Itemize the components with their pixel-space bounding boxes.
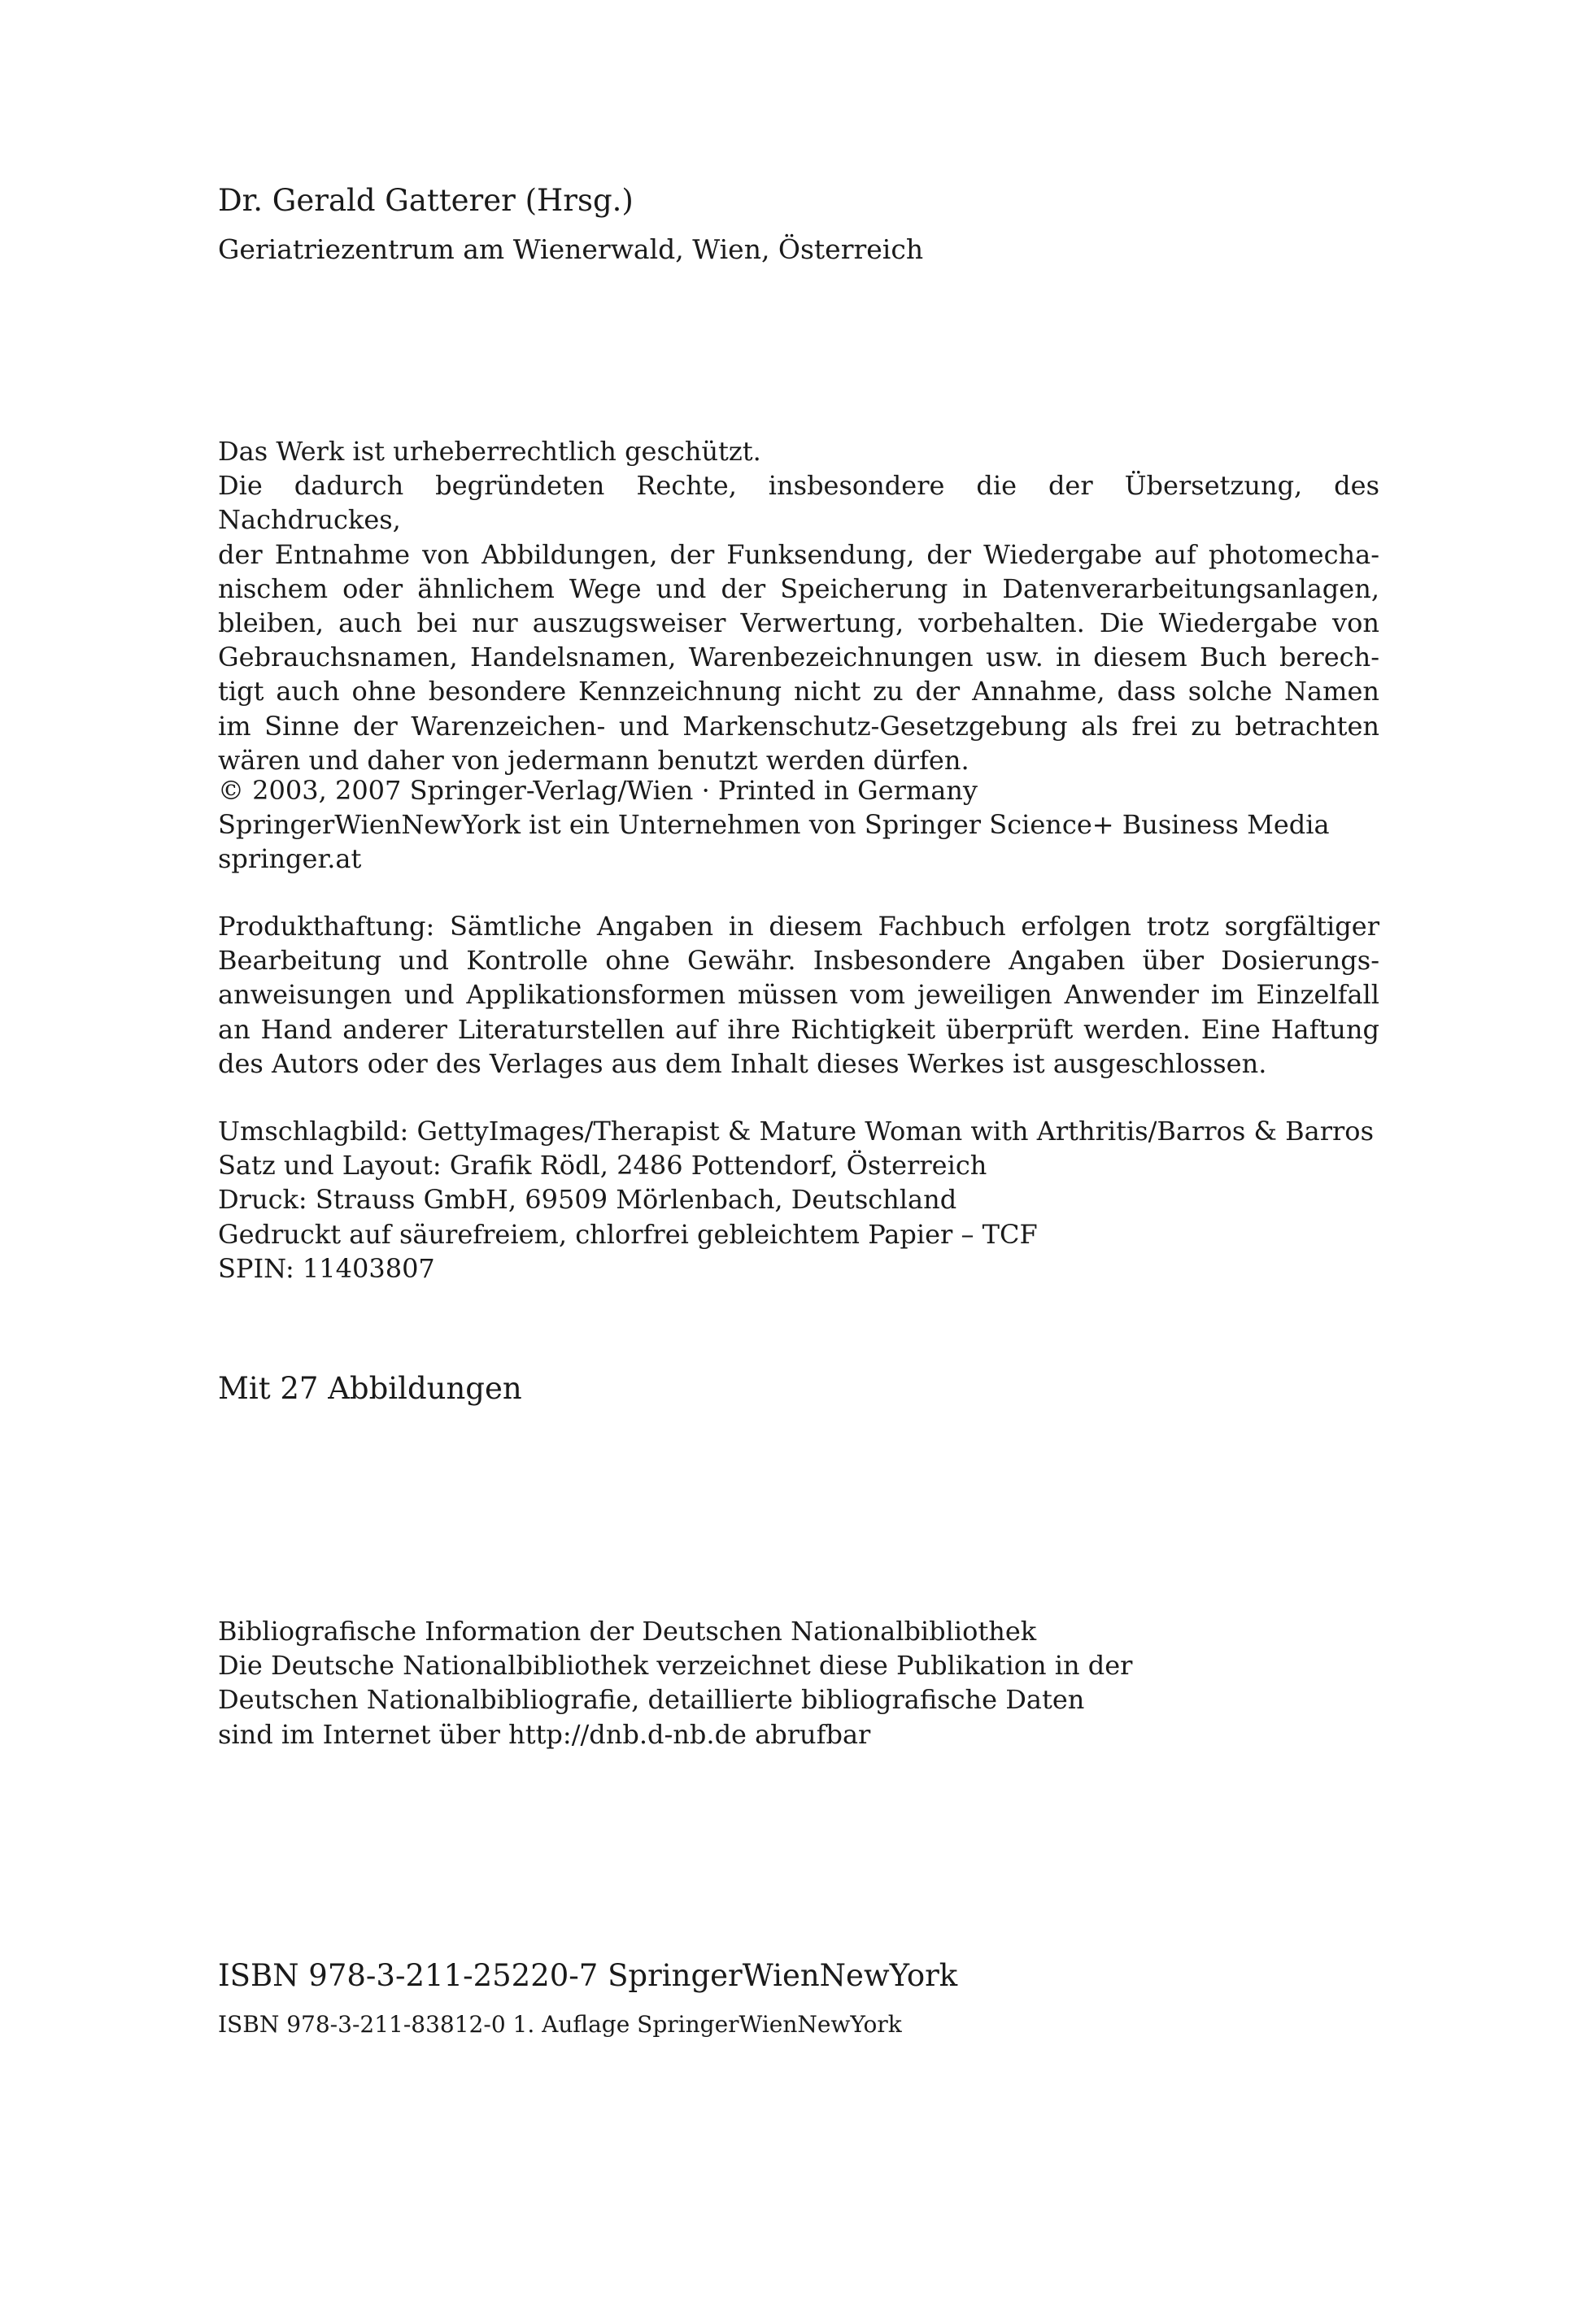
dnb-line: sind im Internet über http://dnb.d-nb.de abrufbar <box>218 1718 871 1750</box>
dnb-line: Die Deutsche Nationalbibliothek verzeichnet diese Publikation in der <box>218 1650 1133 1682</box>
copyright-line: bleiben, auch bei nur auszugsweiser Verwertung, vorbehalten. Die Wiedergabe von <box>218 607 1379 639</box>
copyright-line: Das Werk ist urheberrechtlich geschützt. <box>218 436 761 467</box>
cover-image-credit: Umschlagbild: GettyImages/Therapist & Mature Woman with Arthritis/Barros & Barros <box>218 1116 1374 1147</box>
figures-note: Mit 27 Abbildungen <box>218 1371 522 1406</box>
copyright-line: Die dadurch begründeten Rechte, insbesondere die der Übersetzung, des Nachdruckes, <box>218 470 1379 536</box>
editor-affiliation: Geriatriezentrum am Wienerwald, Wien, Österreich <box>218 233 924 265</box>
publisher-website: springer.at <box>218 843 362 875</box>
copyright-line: nischem oder ähnlichem Wege und der Speicherung in Datenverarbeitungsanlagen, <box>218 572 1379 604</box>
copyright-line: tigt auch ohne besondere Kennzeichnung nicht zu der Annahme, dass solche Namen <box>218 676 1379 707</box>
print-credit: Druck: Strauss GmbH, 69509 Mörlenbach, Deutschland <box>218 1184 957 1216</box>
publisher-info <box>218 773 1379 877</box>
copyright-line: im Sinne der Warenzeichen- und Markenschutz-Gesetzgebung als frei zu betrachten <box>218 710 1379 742</box>
publisher-line: © 2003, 2007 Springer-Verlag/Wien · Printed in Germany <box>218 775 978 806</box>
liability-line: Bearbeitung und Kontrolle ohne Gewähr. Insbesondere Angaben über Dosierungs- <box>218 945 1379 977</box>
liability-line: Produkthaftung: Sämtliche Angaben in diesem Fachbuch erfolgen trotz sorgfältiger <box>218 911 1379 942</box>
copyright-line: Gebrauchsnamen, Handelsnamen, Warenbezeichnungen usw. in diesem Buch berech- <box>218 642 1379 673</box>
copyright-line: wären und daher von jedermann benutzt werden dürfen. <box>218 744 969 776</box>
isbn-main: ISBN 978-3-211-25220-7 SpringerWienNewYork <box>218 1958 958 1993</box>
liability-line: des Autors oder des Verlages aus dem Inhalt dieses Werkes ist ausgeschlossen. <box>218 1047 1267 1079</box>
liability-line: anweisungen und Applikationsformen müssen vom jeweiligen Anwender im Einzelfall <box>218 979 1379 1011</box>
editor-name: Dr. Gerald Gatterer (Hrsg.) <box>218 183 634 218</box>
publisher-line: SpringerWienNewYork ist ein Unternehmen von Springer Science+ Business Media <box>218 809 1330 841</box>
isbn-first-edition: ISBN 978-3-211-83812-0 1. Auflage SpringerWienNewYork <box>218 2011 902 2038</box>
dnb-line: Bibliografische Information der Deutschen Nationalbibliothek <box>218 1616 1037 1647</box>
layout-credit: Satz und Layout: Grafik Rödl, 2486 Pottendorf, Österreich <box>218 1150 987 1182</box>
copyright-line: der Entnahme von Abbildungen, der Funksendung, der Wiedergabe auf photomecha- <box>218 538 1379 570</box>
copyright-notice <box>218 434 1379 777</box>
spin-number: SPIN: 11403807 <box>218 1252 435 1284</box>
dnb-information <box>218 1614 1379 1752</box>
production-credits <box>218 1114 1379 1286</box>
liability-line: an Hand anderer Literaturstellen auf ihre Richtigkeit überprüft werden. Eine Haftung <box>218 1013 1379 1045</box>
dnb-line: Deutschen Nationalbibliografie, detaillierte bibliografische Daten <box>218 1684 1085 1716</box>
product-liability <box>218 909 1379 1081</box>
paper-note: Gedruckt auf säurefreiem, chlorfrei gebleichtem Papier – TCF <box>218 1218 1038 1250</box>
